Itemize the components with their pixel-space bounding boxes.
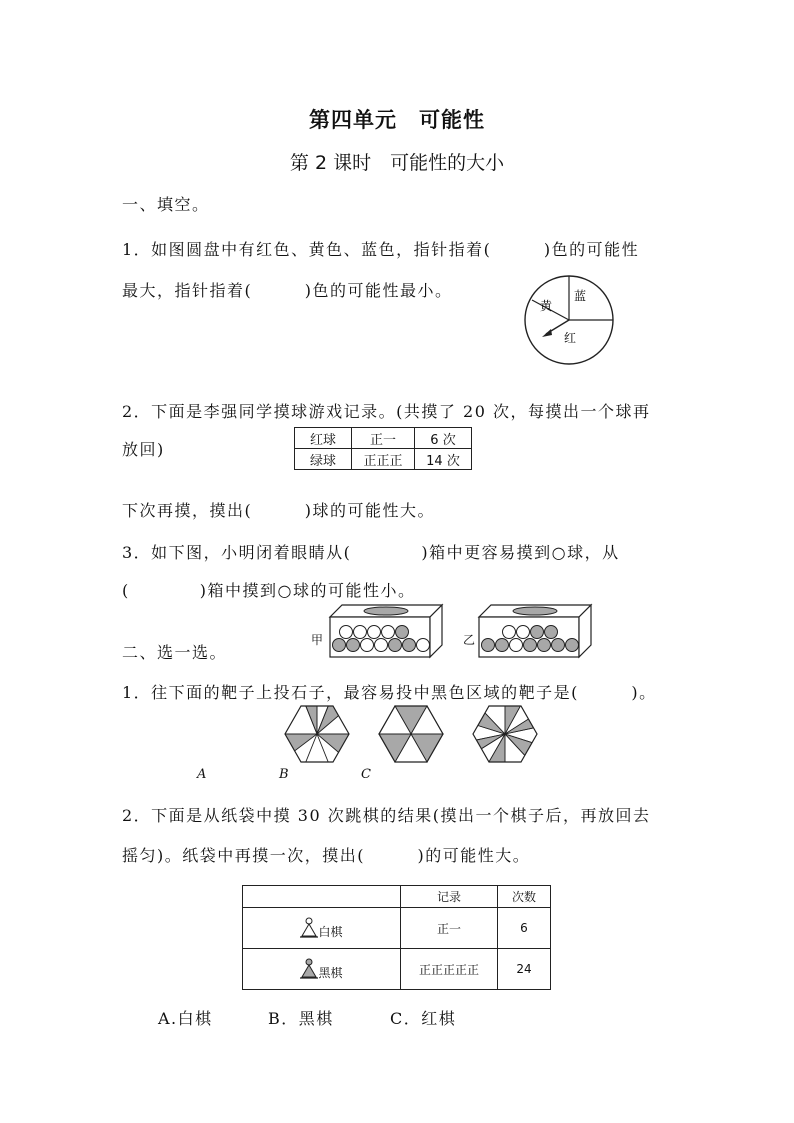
table-header-cell: 记录 (401, 886, 498, 908)
question-1-line-1: 1．如图圆盘中有红色、黄色、蓝色，指针指着( )色的可能性 (122, 240, 640, 259)
question-2-line-1: 2．下面是李强同学摸球游戏记录。(共摸了 20 次，每摸出一个球再 (122, 402, 651, 421)
question-3-line-2: ( )箱中摸到○球的可能性小。 (122, 581, 416, 600)
page-title: 第四单元 可能性 (309, 108, 485, 132)
section-heading-2: 二、选一选。 (122, 643, 228, 662)
box-label-jia: 甲 (311, 633, 324, 647)
question-2-line-3: 下次再摸，摸出( )球的可能性大。 (122, 501, 435, 520)
ball-record-table (294, 427, 472, 470)
table-row (243, 908, 551, 949)
choice-question-1-line-1: 1．往下面的靶子上投石子，最容易投中黑色区域的靶子是( )。 (122, 683, 657, 702)
black-piece-icon (300, 958, 318, 980)
choice-c: C．红棋 (390, 1009, 457, 1028)
table-header-cell (243, 886, 401, 908)
target-c (472, 704, 538, 764)
target-a (284, 704, 350, 764)
target-option-a: A (197, 767, 207, 782)
spinner-label-blue: 蓝 (574, 289, 587, 303)
question-3-line-1: 3．如下图，小明闭着眼睛从( )箱中更容易摸到○球，从 (122, 543, 620, 562)
chess-record-table (242, 885, 551, 990)
table-cell (243, 949, 401, 990)
box-label-yi: 乙 (463, 633, 476, 647)
black-piece-label: 黑棋 (318, 965, 343, 980)
table-cell: 绿球 (295, 449, 352, 470)
table-cell: 红球 (295, 428, 352, 449)
table-cell: 6 (498, 908, 551, 949)
choice-b: B．黑棋 (268, 1009, 334, 1028)
section-heading-1: 一、填空。 (122, 195, 210, 214)
choice-a: A.白棋 (158, 1009, 213, 1028)
table-header-cell: 次数 (498, 886, 551, 908)
white-piece-icon (300, 917, 318, 939)
table-cell: 正正正正正 (401, 949, 498, 990)
choice-question-2-line-1: 2．下面是从纸袋中摸 30 次跳棋的结果(摸出一个棋子后，再放回去 (122, 806, 651, 825)
table-cell: 6 次 (415, 428, 472, 449)
target-option-c: C (361, 767, 371, 782)
spinner-label-yellow: 黄 (540, 299, 553, 313)
choice-question-2-line-2: 摇匀)。纸袋中再摸一次，摸出( )的可能性大。 (122, 846, 531, 865)
table-row (295, 449, 472, 470)
table-row (243, 949, 551, 990)
table-row (295, 428, 472, 449)
spinner-diagram (518, 274, 620, 370)
target-option-b: B (279, 767, 289, 782)
table-cell: 正一 (401, 908, 498, 949)
table-cell: 正正正 (352, 449, 415, 470)
table-cell: 14 次 (415, 449, 472, 470)
table-header-row (243, 886, 551, 908)
spinner-label-red: 红 (564, 331, 577, 345)
target-b (378, 704, 444, 764)
white-piece-label: 白棋 (318, 924, 343, 939)
box-jia-diagram (328, 603, 444, 659)
page-subtitle: 第 2 课时 可能性的大小 (289, 152, 505, 174)
table-cell: 正一 (352, 428, 415, 449)
table-cell: 24 (498, 949, 551, 990)
question-2-line-2: 放回) (122, 440, 165, 459)
question-1-line-2: 最大，指针指着( )色的可能性最小。 (122, 281, 453, 300)
table-cell (243, 908, 401, 949)
box-yi-diagram (477, 603, 593, 659)
